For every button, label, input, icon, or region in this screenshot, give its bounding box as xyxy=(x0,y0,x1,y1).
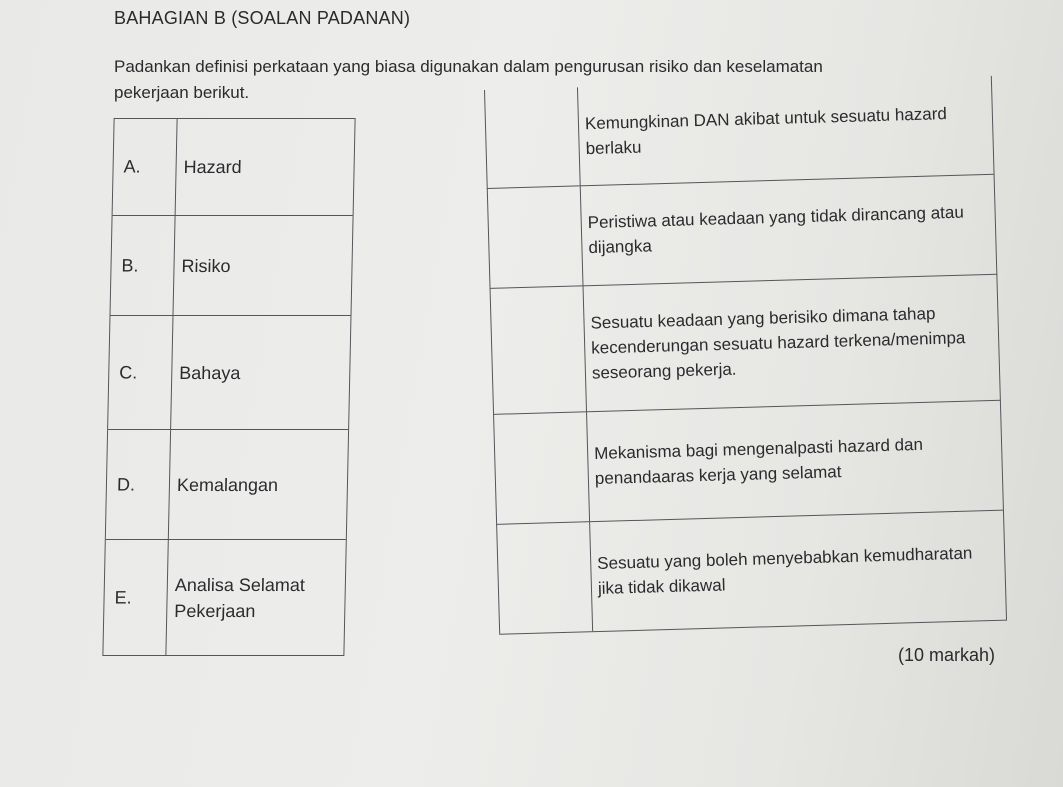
section-title: BAHAGIAN B (SOALAN PADANAN) xyxy=(114,8,411,28)
term-row-b xyxy=(110,215,352,316)
definition-text: Peristiwa atau keadaan yang tidak dirancang atau dijangka xyxy=(587,202,965,258)
definition-row xyxy=(487,174,998,289)
column-divider xyxy=(168,430,171,540)
terms-table xyxy=(102,118,355,656)
term-label: Hazard xyxy=(183,157,242,177)
answer-cell[interactable] xyxy=(496,521,593,634)
term-label: Bahaya xyxy=(179,363,241,383)
term-row-e xyxy=(103,539,345,656)
instruction-text: Padankan definisi perkataan yang biasa digunakan dalam pengurusan risiko dan keselamatan pekerjaan berikut. xyxy=(114,57,823,102)
term-letter: A. xyxy=(123,156,141,177)
term-letter: B. xyxy=(121,255,139,276)
answer-cell[interactable] xyxy=(490,285,587,414)
row-border xyxy=(1000,400,1004,510)
definition-row xyxy=(493,400,1004,525)
term-letter: C. xyxy=(119,362,138,383)
row-border xyxy=(1003,510,1007,620)
column-divider xyxy=(175,119,178,215)
term-row-a xyxy=(113,119,355,215)
term-letter: E. xyxy=(114,587,132,608)
answer-cell[interactable] xyxy=(487,185,584,288)
definition-text: Sesuatu keadaan yang berisiko dimana tahap kecenderungan sesuatu hazard terkena/menimpa seseorang pekerja. xyxy=(590,303,966,383)
definition-row xyxy=(496,510,1007,635)
row-border xyxy=(991,76,995,174)
definition-row xyxy=(490,274,1001,415)
definition-text: Kemungkinan DAN akibat untuk sesuatu hazard berlaku xyxy=(584,104,948,159)
row-border xyxy=(996,274,1001,400)
term-label: Analisa Selamat Pekerjaan xyxy=(174,575,306,621)
column-divider xyxy=(172,216,175,316)
definition-row xyxy=(484,76,995,189)
definition-text: Mekanisma bagi mengenalpasti hazard dan penandaaras kerja yang selamat xyxy=(593,434,924,489)
answer-cell[interactable] xyxy=(484,87,581,188)
marks-label: (10 markah) xyxy=(898,645,996,665)
column-divider xyxy=(165,540,168,656)
term-letter: D. xyxy=(116,474,136,495)
column-divider xyxy=(170,316,173,430)
term-label: Kemalangan xyxy=(176,475,279,495)
definition-text: Sesuatu yang boleh menyebabkan kemudharatan jika tidak dikawal xyxy=(597,543,973,599)
term-row-c xyxy=(108,315,350,430)
row-border xyxy=(994,174,998,274)
answer-cell[interactable] xyxy=(493,411,590,524)
term-row-d xyxy=(106,429,348,540)
definitions-table xyxy=(484,76,1007,634)
term-label: Risiko xyxy=(181,256,231,276)
